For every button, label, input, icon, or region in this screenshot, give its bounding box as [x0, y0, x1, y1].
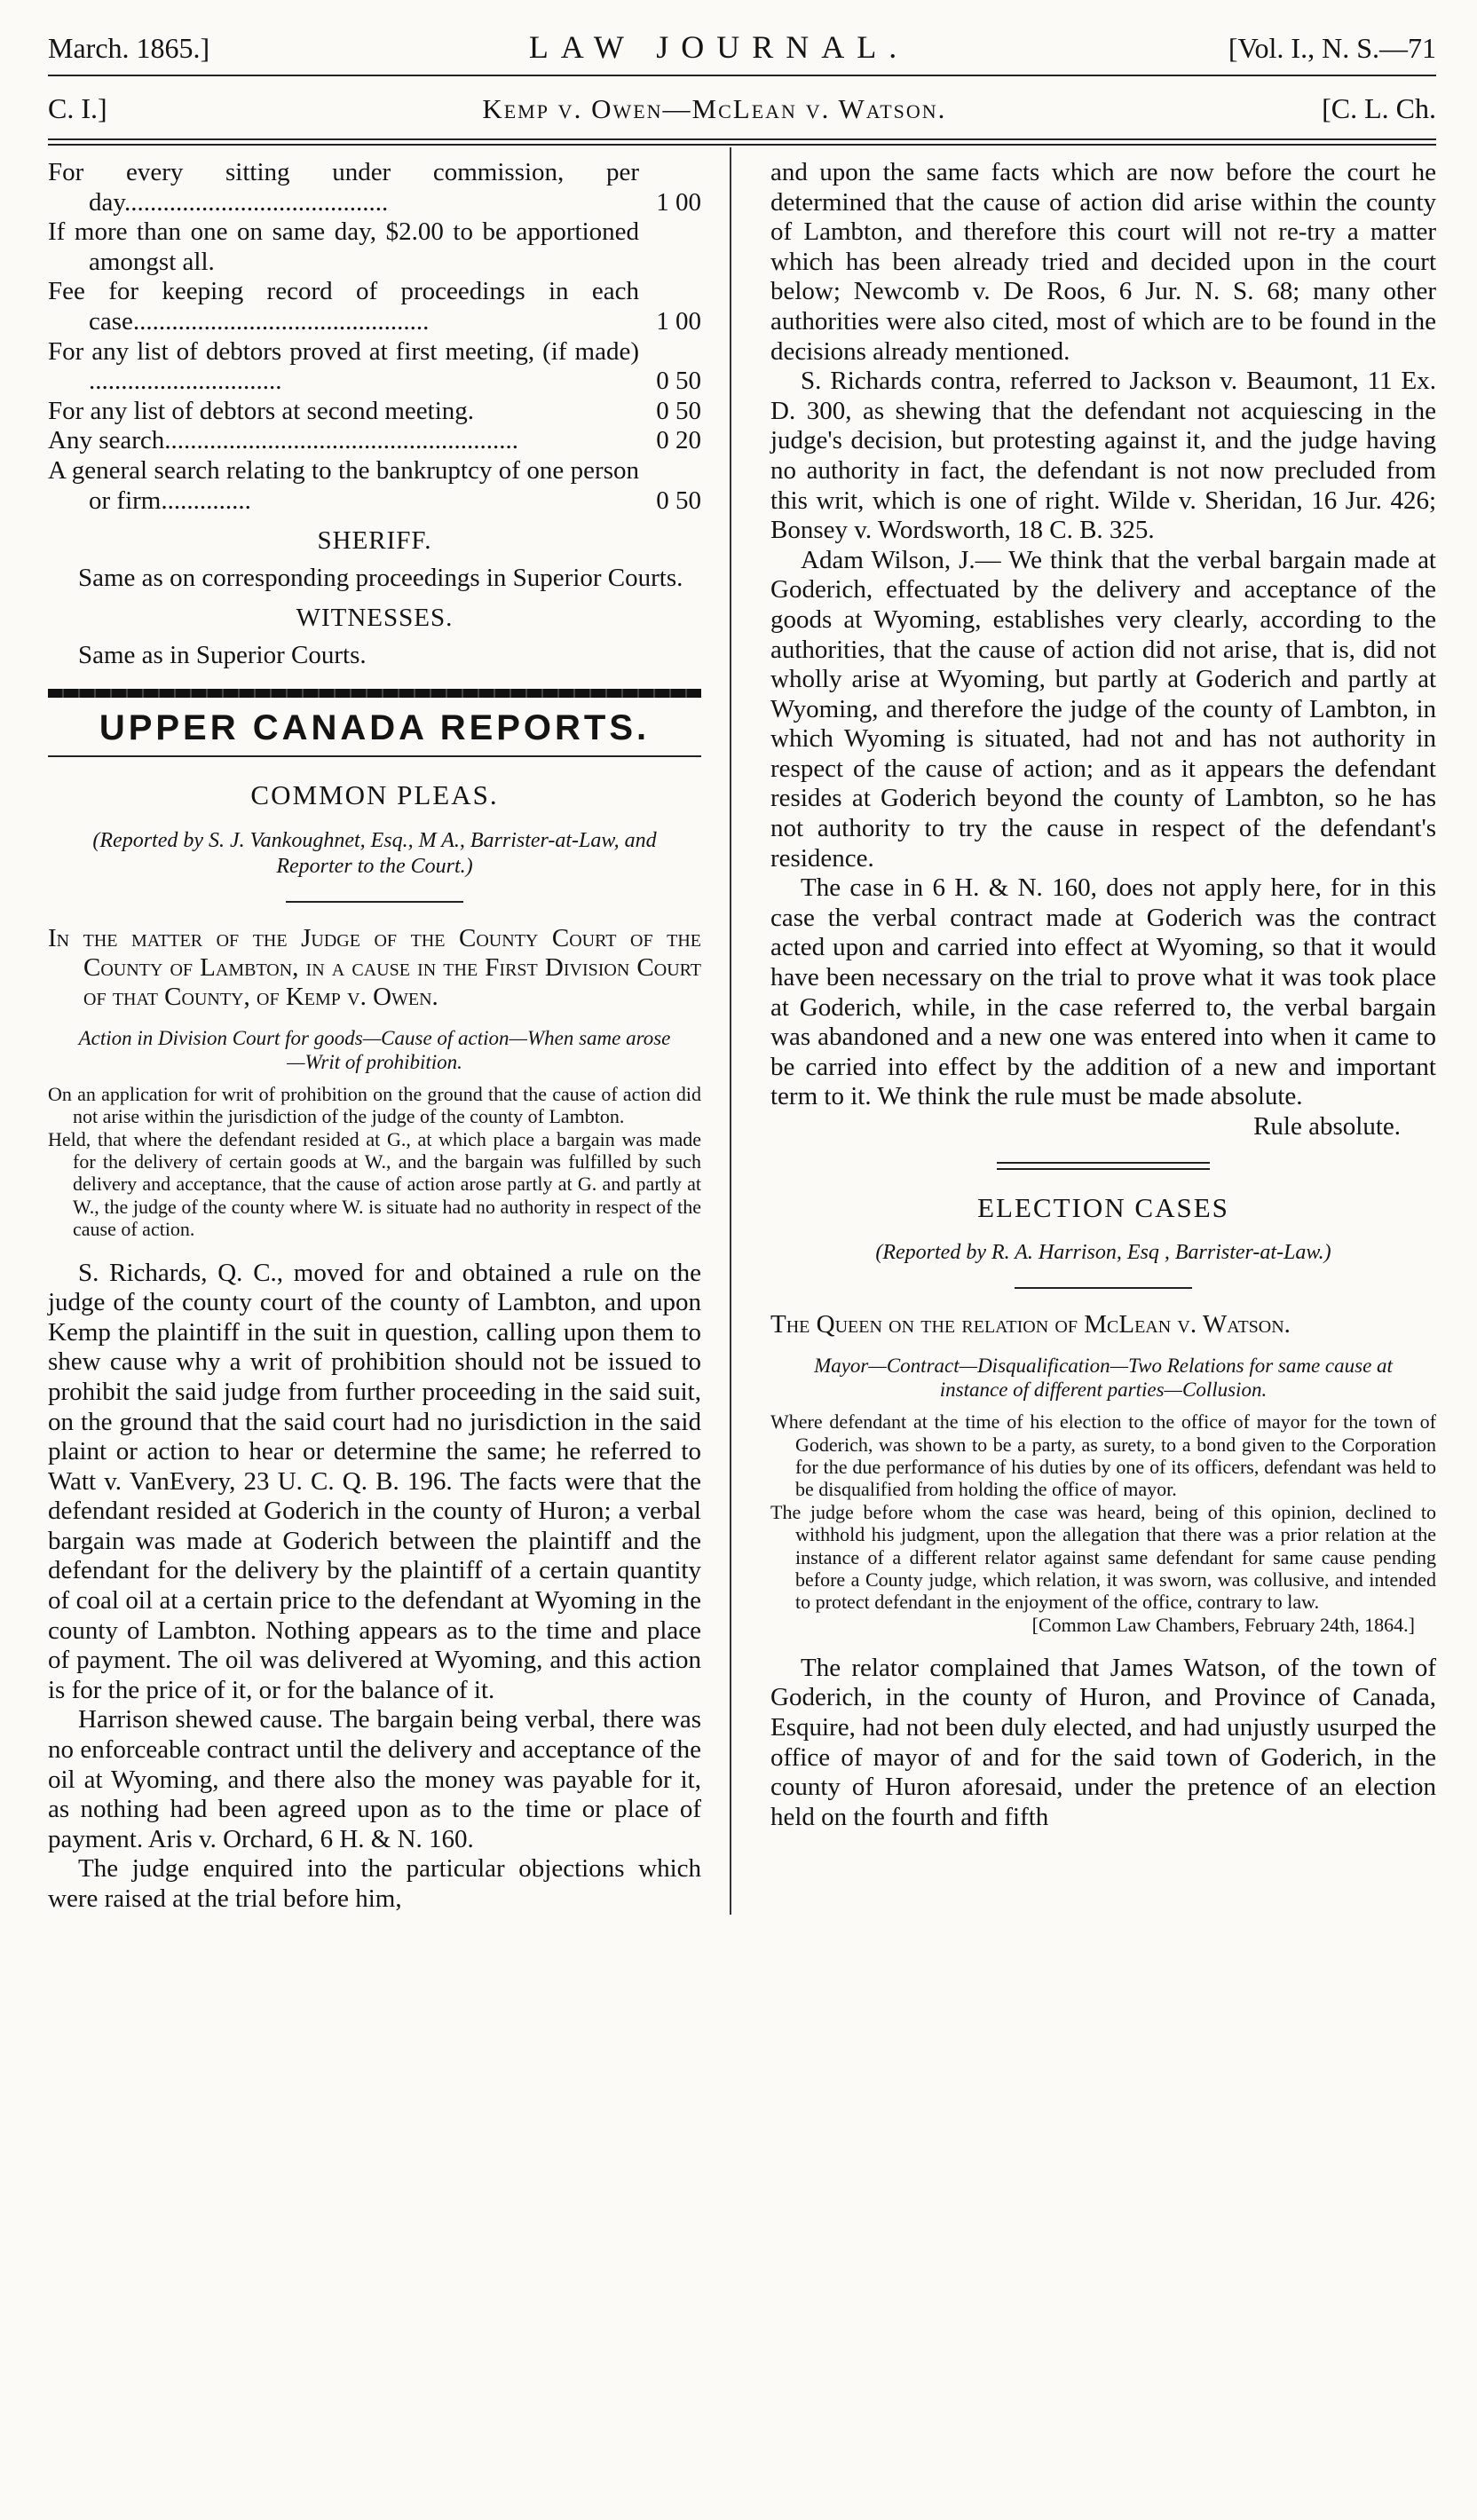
case-running-title: Kemp v. Owen—McLean v. Watson. [482, 93, 947, 124]
running-head-date: March. 1865.] [48, 32, 210, 64]
rule-result: Rule absolute. [1253, 1112, 1401, 1141]
paragraph: S. Richards, Q. C., moved for and obtained a rule on the judge of the county court of the county of Lambton, and upon Kemp the plaintiff in the suit in question, calling upon them to shew cause why a writ of prohibition should not be issued to prohibit the said judge from further proceeding in the said suit, on the ground that the said court had no jurisdiction in the said plaint or action to hear or determine the same; he referred to Watt v. VanEvery, 23 U. C. Q. B. 196. The facts were that the defendant resided at Goderich in the county of Huron; a verbal bargain was made at Goderich between the plaintiff and the defendant for the delivery by the plaintiff of a certain quantity of coal oil at a certain price to the defendant at Wyoming in the county of Lambton. Nothing appears as to the time and place of payment. The oil was delivered at Wyoming, and this action is for the price of it, or for the balance of it. [48, 1258, 701, 1704]
section-divider [48, 689, 701, 698]
sub-head [48, 76, 1436, 138]
fee-list [48, 158, 701, 516]
reporter-note: (Reported by S. J. Vankoughnet, Esq., M A., Barrister-at-Law, and Reporter to the Court.) [92, 828, 657, 878]
paragraph: The judge enquired into the particular objections which were raised at the trial before him, [48, 1854, 701, 1913]
date-line: [Common Law Chambers, February 24th, 1864.] [1031, 1613, 1415, 1636]
paragraph: The case in 6 H. & N. 160, does not apply here, for in this case the verbal contract made at Goderich was the contract acted upon and carried into effect at Wyoming, so that it would have been necessary on the trial to prove what it was took place at Goderich, while, in the case referred to, the verbal bargain was abandoned and a new one was entered into when it came to be carried into effect by the addition of a new and important term to it. We think the rule must be made absolute. [770, 873, 1436, 1111]
headnote-text: Where defendant at the time of his election to the office of mayor for the town of Goderich, was shown to be a party, as surety, to a bond given to the Corporation for the due performance of his duties by one of its officers, defendant was held to be disqualified from holding the office of mayor. [770, 1410, 1436, 1501]
sub-head-rule [48, 138, 1436, 146]
left-column [48, 158, 701, 1915]
volume-page: [Vol. I., N. S.—71 [1228, 32, 1436, 64]
paragraph: S. Richards contra, referred to Jackson v. Beaumont, 11 Ex. D. 300, as shewing that the defendant not acquiescing in the judge's decision, but protesting against it, and the judge having no authority in fact, the defendant is not now precluded from this writ, which is one of right. Wilde v. Sheridan, 16 Jur. 426; Bonsey v. Wordsworth, 18 C. B. 325. [770, 367, 1436, 545]
paragraph: The relator complained that James Watson, of the town of Goderich, in the county of Huron, and Province of Canada, Esquire, had not been duly elected, and had unjustly usurped the office of mayor of and for the said town of Goderich, in the county of Huron aforesaid, under the pretence of an election held on the fourth and fifth [770, 1653, 1436, 1831]
court-heading: COMMON PLEAS. [250, 779, 499, 811]
judgment-paragraph: Adam Wilson, J.— We think that the verbal bargain made at Goderich, effectuated by the delivery and acceptance of the goods at Wyoming, establishes very clearly, according to the authorities, that the cause of action did not arise, that is, did not wholly arise at Wyoming, but partly at Goderich and partly at Wyoming, and therefore the judge of the county of Lambton, in which Wyoming is situated, had not and has not authority in respect of the cause of action; and as it appears the defendant resides at Goderich beyond the county of Lambton, so he has not authority to try the cause in respect of the defendant's residence. [770, 545, 1436, 873]
section-rule [48, 755, 701, 757]
two-column-body [48, 158, 1436, 1915]
headnote-text: The judge before whom the case was heard, being of this opinion, declined to withhold his judgment, upon the allegation that there was a prior relation at the instance of a different relator against same defendant for same cause pending before a County judge, which relation, it was sworn, was collusive, and intended to protect defendant in the enjoyment of the office, contrary to law. [770, 1500, 1436, 1614]
fee-item: If more than one on same day, $2.00 to be apportioned amongst all. [48, 217, 639, 276]
journal-title: LAW JOURNAL. [528, 29, 910, 65]
headnote-text: On an application for writ of prohibition on the ground that the cause of action did not arise within the jurisdiction of the judge of the county of Lambton. [48, 1082, 701, 1128]
reporter-note: (Reported by R. A. Harrison, Esq , Barrister-at-Law.) [875, 1241, 1331, 1265]
fee-item: A general search relating to the bankruptcy of one person or firm.............. 0 50 [48, 455, 701, 515]
case-name: The Queen on the relation of McLean v. Watson. [770, 1310, 1291, 1339]
fee-item: Fee for keeping record of proceedings in each case.............................................. 1 00 [48, 277, 701, 336]
sub-head-left: C. I.] [48, 92, 107, 124]
witnesses-heading: WITNESSES. [296, 604, 454, 633]
short-rule [1015, 1287, 1192, 1289]
witnesses-text: Same as in Superior Courts. [78, 640, 367, 669]
sub-head-right: [C. L. Ch. [1322, 92, 1436, 124]
paragraph: and upon the same facts which are now before the court he determined that the cause of action did arise within the county of Lambton, and therefore this court will not re-try a matter which has been already tried and decided upon in the court below; Newcomb v. De Roos, 6 Jur. N. S. 68; many other authorities were also cited, most of which are to be found in the decisions already mentioned. [770, 158, 1436, 366]
right-column [770, 158, 1436, 1915]
sheriff-text: Same as on corresponding proceedings in Superior Courts. [78, 563, 683, 592]
sheriff-heading: SHERIFF. [317, 526, 432, 556]
case-name: In the matter of the Judge of the County Court of the County of Lambton, in a cause in the First Division Court of that County, of Kemp v. Owen. [48, 923, 701, 1011]
section-title: UPPER CANADA REPORTS. [99, 707, 651, 747]
fee-item: For every sitting under commission, per day......................................... 1 00 [48, 158, 701, 217]
short-double-rule [997, 1162, 1210, 1170]
fee-item: For any list of debtors proved at first meeting, (if made) .............................. 0 50 [48, 336, 701, 396]
fee-item: Any search....................................................... 0 20 [48, 426, 701, 455]
paragraph: Harrison shewed cause. The bargain being verbal, there was no enforceable contract until the delivery and acceptance of the oil at Wyoming, and there also the money was payable for it, as nothing had been agreed upon as to the time or place of payment. Aris v. Orchard, 6 H. & N. 160. [48, 1705, 701, 1853]
headnote-title: Mayor—Contract—Disqualification—Two Relations for same cause at instance of different parties—Collusion. [814, 1355, 1393, 1402]
short-rule [286, 901, 463, 903]
fee-item: For any list of debtors at second meeting. 0 50 [48, 396, 701, 425]
column-divider [730, 147, 731, 1915]
headnote-title: Action in Division Court for goods—Cause of action—When same arose—Writ of prohibition. [78, 1026, 671, 1073]
election-heading: ELECTION CASES [977, 1191, 1229, 1223]
headnote-held: Held, that where the defendant resided at G., at which place a bargain was made for the delivery of certain goods at W., and the bargain was fulfilled by such delivery and acceptance, that the cause of action arose partly at G. and partly at W., the judge of the county where W. is situate had no authority in respect of the cause of action. [48, 1127, 701, 1241]
running-head [48, 0, 1436, 69]
